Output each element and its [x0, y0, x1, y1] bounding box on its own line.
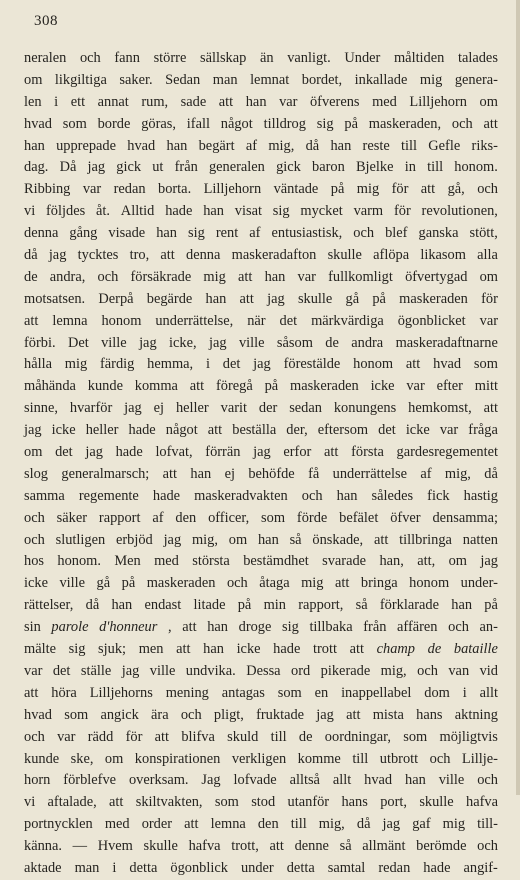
- text-line: hålla mig färdig hemma, i det jag förestälde honom att hvad som: [24, 356, 498, 373]
- text-line: om det jag hade lofvat, förrän jag erfor att första gardesregementet: [24, 444, 498, 461]
- text-line: att höra Lilljehorns mening antagas som en inappellabel dom i allt: [24, 684, 498, 701]
- text-line: vi aftalade, att skiltvakten, som stod utanför hans port, skulle hafva: [24, 794, 498, 811]
- text-line: sin parole d'honneur , att han droge sig tillbaka från affären och an-: [24, 619, 498, 636]
- text-line: horn förblefve overksam. Jag lofvade alltså allt hvad han ville och: [24, 772, 498, 789]
- text-line: denna gång visade han sig rent af entusiastisk, och blef ganska stött,: [24, 225, 498, 242]
- text-line: hos honom. Men med största bestämdhet svarade han, att, om jag: [24, 553, 498, 570]
- text-line: känna. — Hvem skulle hafva trott, att denne så allmänt berömde och: [24, 838, 498, 855]
- text-line: portnycklen med order att lemna den till mig, då jag gaf mig till-: [24, 816, 498, 833]
- text-line: och var rädd för att blifva skuld till de oordningar, som möjligtvis: [24, 728, 498, 745]
- text-line: kunde ske, om konspirationen verkligen komme till utbrott och Lillje-: [24, 750, 498, 767]
- page-edge: [516, 0, 520, 795]
- text-line: och slutligen erbjöd jag mig, om han så önskade, att tillbringa natten: [24, 531, 498, 548]
- text-line: mälte sig sjuk; men att han icke hade trott att champ de bataille: [24, 641, 498, 658]
- body-text: [24, 48, 498, 880]
- text-line: len i ett annat rum, sade att han var öfverens med Lilljehorn om: [24, 93, 498, 110]
- text-line: om likgiltiga saker. Sedan man lemnat bordet, inkallade mig genera-: [24, 71, 498, 88]
- text-line: slog generalmarsch; att han ej behöfde få underrättelse af mig, då: [24, 465, 498, 482]
- text-line: hvad som angick ära och pligt, fruktade jag att mista hans aktning: [24, 706, 498, 723]
- text-line: dag. Då jag gick ut från generalen gick baron Bjelke in till honom.: [24, 159, 498, 176]
- text-line: samma regemente hade maskeradvakten och han således fick hastig: [24, 487, 498, 504]
- text-line: sinne, hvarför jag ej heller varit der sedan konungens hemkomst, att: [24, 400, 498, 417]
- text-line: motsatsen. Derpå begärde han att jag skulle gå på maskeraden för: [24, 290, 498, 307]
- text-line: jag icke heller hade något att beställa der, eftersom det icke var fråga: [24, 422, 498, 439]
- text-line: måhända kunde komma att föregå på maskeraden icke var efter mitt: [24, 378, 498, 395]
- text-line: och säker rapport af den officer, som förde befälet öfver densamma;: [24, 509, 498, 526]
- text-line: rättelser, då han endast litade på min rapport, så förklarade han på: [24, 597, 498, 614]
- text-line: icke ville gå på maskeraden och åtaga mig att bringa honom under-: [24, 575, 498, 592]
- page-number: 308: [34, 13, 58, 29]
- text-line: förbi. Det ville jag icke, jag ville såsom de andra maskeradaftnarne: [24, 334, 498, 351]
- text-line: hvad som borde göras, ifall något tilldrog sig på maskeraden, och att: [24, 115, 498, 132]
- text-line: var det ställe jag ville undvika. Dessa ord pikerade mig, och van vid: [24, 662, 498, 679]
- text-line: att lemna honom underrättelse, när det märkvärdiga ögonblicket var: [24, 312, 498, 329]
- text-line: vi följdes åt. Alltid hade han visat sig mycket varm för revolutionen,: [24, 203, 498, 220]
- text-line: de andra, och försäkrade mig att han var fullkomligt öfvertygad om: [24, 268, 498, 285]
- text-line: han upprepade hvad han begärt af mig, då han reste till Gefle riks-: [24, 137, 498, 154]
- text-line: då jag tycktes tro, att denna maskeradafton skulle aflöpa likasom alla: [24, 247, 498, 264]
- text-line: neralen och fann större sällskap än vanligt. Under måltiden talades: [24, 50, 498, 66]
- text-line: Ribbing var redan borta. Lilljehorn väntade på mig för att gå, och: [24, 181, 498, 198]
- text-line: aktade man i detta ögonblick under detta samtal redan hade angif-: [24, 859, 498, 876]
